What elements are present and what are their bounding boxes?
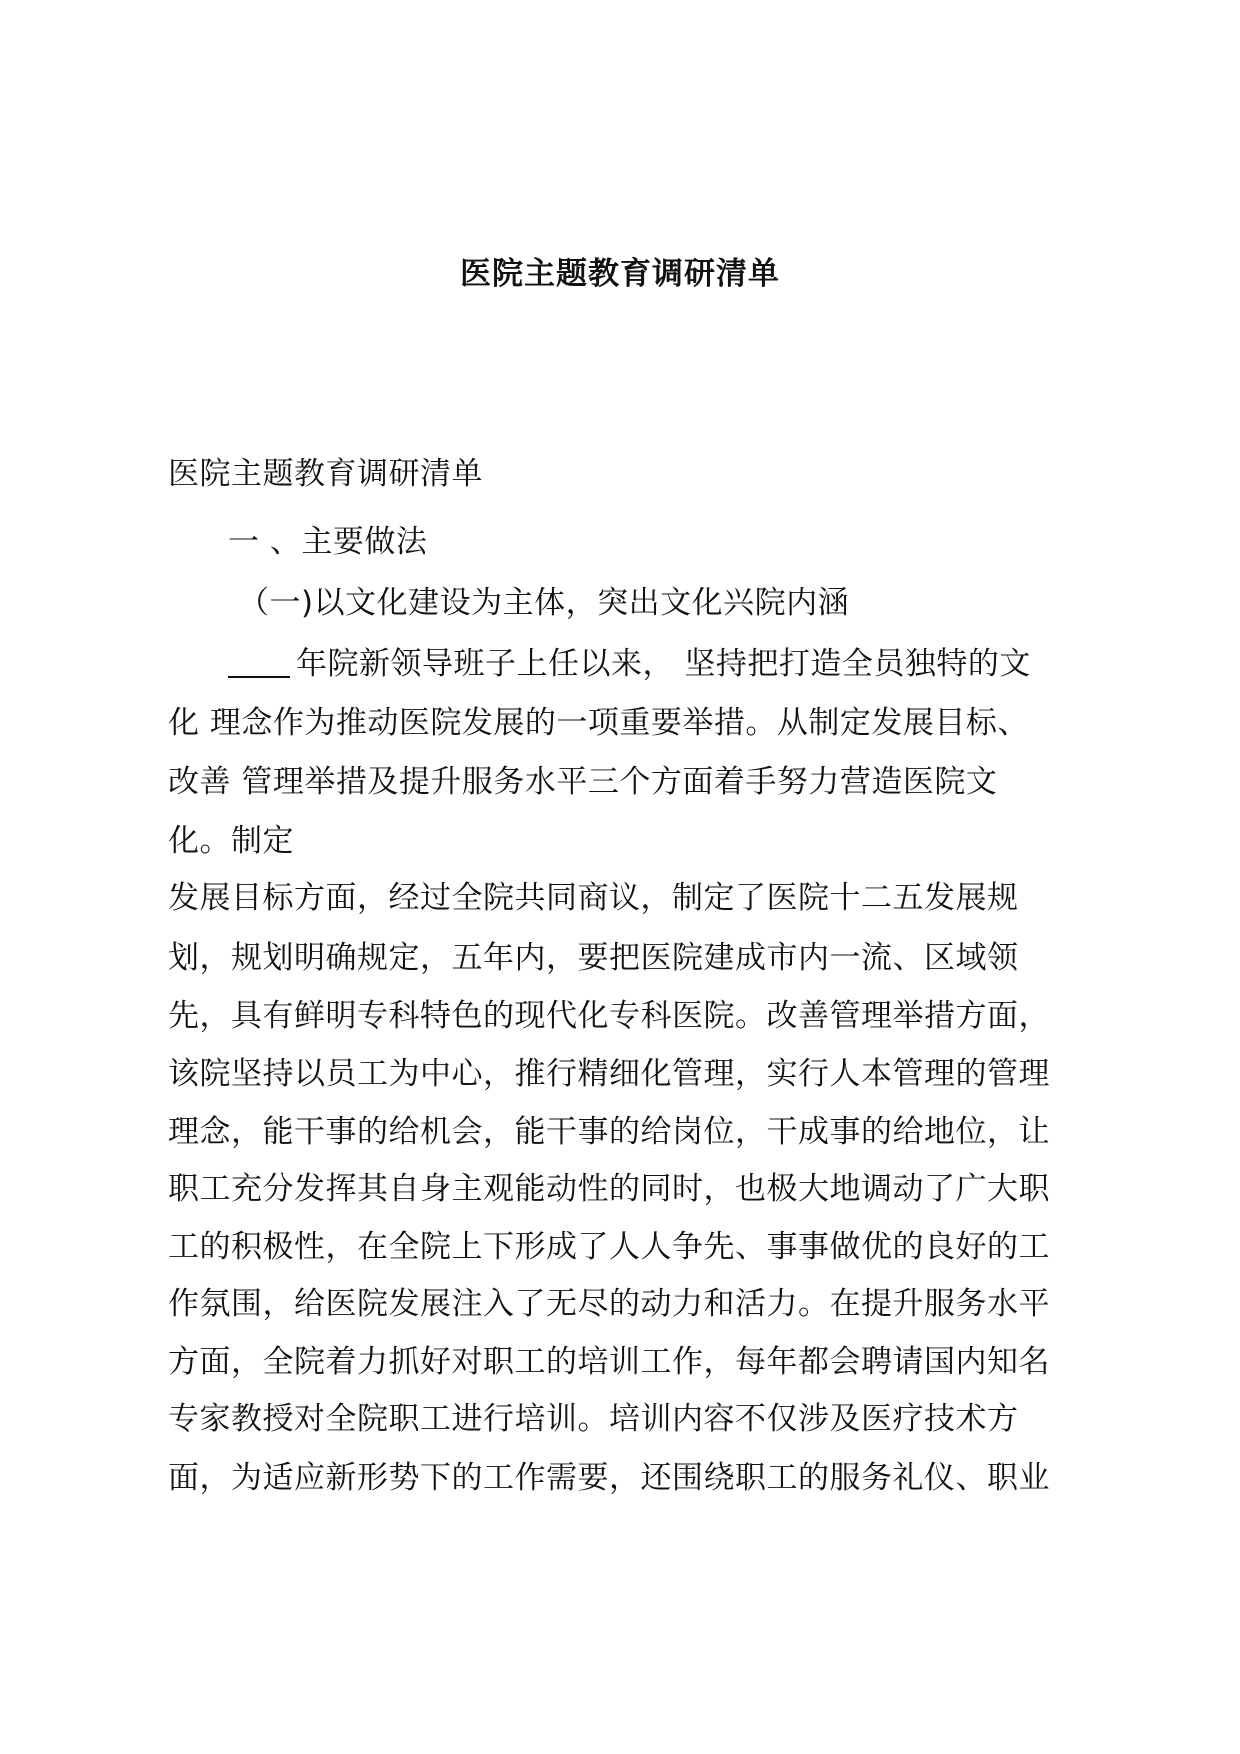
paragraph-line: 面，为适应新形势下的工作需要，还围绕职工的服务礼仪、职业 [168,1460,1050,1496]
paragraph-line: 改善 管理举措及提升服务水平三个方面着手努力营造医院文 [168,764,998,800]
paragraph-line: 专家教授对全院职工进行培训。培训内容不仅涉及医疗技术方 [168,1401,1019,1437]
paragraph-line: 作氛围，给医院发展注入了无尽的动力和活力。在提升服务水平 [168,1286,1050,1322]
paragraph-line: 发展目标方面，经过全院共同商议，制定了医院十二五发展规 [168,880,1019,916]
subsection-heading: （一)以文化建设为主体，突出文化兴院内涵 [238,585,850,621]
paragraph-line: 方面，全院着力抓好对职工的培训工作，每年都会聘请国内知名 [168,1344,1050,1380]
paragraph-line: 划，规划明确规定，五年内，要把医院建成市内一流、区域领 [168,940,1019,976]
document-subtitle: 医院主题教育调研清单 [168,456,483,492]
paragraph-line: 职工充分发挥其自身主观能动性的同时，也极大地调动了广大职 [168,1171,1050,1207]
paragraph-line: 该院坚持以员工为中心，推行精细化管理，实行人本管理的管理 [168,1056,1050,1092]
paragraph-line: 先，具有鲜明专科特色的现代化专科医院。改善管理举措方面， [168,998,1050,1034]
paragraph-first-line-text: 年院新领导班子上任以来， 坚持把打造全员独特的文 [296,646,1031,682]
paragraph-line: 化。制定 [168,823,294,859]
paragraph-first-line [228,638,1031,683]
section-heading: 一 、主要做法 [228,524,428,560]
paragraph-line: 理念，能干事的给机会，能干事的给岗位，干成事的给地位，让 [168,1114,1050,1150]
document-title: 医院主题教育调研清单 [460,256,780,292]
blank-underline [228,646,290,678]
paragraph-line: 化 理念作为推动医院发展的一项重要举措。从制定发展目标、 [168,705,1029,741]
paragraph-line: 工的积极性，在全院上下形成了人人争先、事事做优的良好的工 [168,1229,1050,1265]
